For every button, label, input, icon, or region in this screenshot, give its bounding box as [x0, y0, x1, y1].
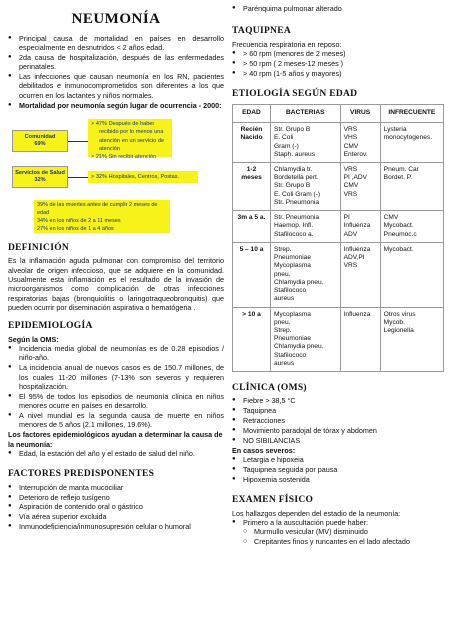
cell-line: CMV: [343, 142, 359, 150]
cell-line: pneu.: [273, 270, 291, 278]
cell-line: Strep.: [273, 245, 292, 253]
column-header: EDAD: [233, 105, 271, 123]
table-body: [233, 123, 444, 372]
cell-line: CMV: [343, 182, 359, 190]
cell-age: Recién Nacido: [233, 123, 271, 163]
cell-line: VRS: [343, 190, 358, 198]
cell-age: 1-2 meses: [233, 162, 271, 210]
table-header-row: [233, 105, 444, 123]
intro-item: ● Principal causa de mortalidad en países en desarrollo especialmente en desnutridos < 2 años edad.: [8, 34, 224, 53]
cell-line: Str. Pneumonia: [273, 198, 320, 206]
cell-line: Influenza: [343, 245, 371, 253]
cell-line: Mycob.: [383, 318, 405, 326]
taquipnea-heading: TAQUIPNEA: [232, 26, 291, 37]
oms-item: ● A nivel mundial es la segunda causa de muerte en niños menores de 5 años (2.1 millones, 19.6%).: [8, 411, 224, 430]
figure-connector: [68, 141, 88, 142]
cell-virus: [340, 211, 380, 243]
cell-line: E. Coli: [273, 134, 294, 142]
right-column: [232, 4, 446, 547]
cell-line: Stafilococo: [273, 351, 307, 359]
cell-line: Pneumoniae: [273, 254, 311, 262]
examen-item-text: Primero a la auscultación puede haber:: [243, 517, 369, 527]
cell-line: Strep.: [273, 326, 292, 334]
intro-item: ● Las infecciones que causan neumonía en los RN, pacientes debilitados e inmunocomprometidos son diferentes a los que ocurren en los lactantes y niños normales.: [8, 72, 224, 100]
cell-infrecuente: [380, 242, 443, 307]
cell-line: VRS: [343, 165, 358, 173]
cell-bacterias: [270, 162, 340, 210]
cell-line: Influenza: [343, 222, 371, 230]
cell-line: Chlamydia pneu.: [273, 278, 324, 286]
etiologia-table: [232, 104, 444, 372]
figure-note-servicios: > 32% Hospitales, Centros, Postas.: [88, 171, 198, 183]
cell-line: Stafilococo a.: [273, 230, 314, 238]
cell-age: 5 – 10 a: [233, 242, 271, 307]
oms-list: [8, 344, 224, 430]
figure-note-line: atención en un servicio de atención: [99, 137, 164, 153]
cell-age: > 10 a: [233, 307, 271, 372]
figure-footnote-line: 34% en los niños de 2 a 11 meses: [37, 217, 121, 224]
cell-line: VRS: [343, 126, 358, 134]
column-header: BACTERIAS: [270, 105, 340, 123]
continued-list: [232, 4, 446, 13]
oms-item: ● El 95% de todos los episodios de neumonía clínica en niños menores ocurre en países en desarrollo.: [8, 392, 224, 411]
predisponentes-item: ● Interrupción de manta mucociliar: [8, 483, 224, 492]
cell-line: Haemop. Infl.: [273, 222, 314, 230]
cell-line: Pneumoc.c: [383, 230, 417, 238]
cell-line: aureus: [273, 295, 295, 303]
predisponentes-item: ● Deterioro de reflejo tusígeno: [8, 493, 224, 502]
figure-note-comunidad: [88, 119, 172, 161]
severos-item: ● Hipoxemia sostenida: [232, 475, 446, 484]
table-row: [233, 211, 444, 243]
figure-box-comunidad: [12, 130, 68, 152]
taquipnea-item: ● > 60 rpm (menores de 2 meses): [232, 49, 446, 58]
taquipnea-subtitle: Frecuencia respiratoria en reposo:: [232, 39, 342, 49]
figure-box-servicios: [12, 166, 68, 188]
left-column: [8, 10, 224, 532]
definicion-heading: DEFINICIÓN: [8, 242, 70, 253]
severos-item: ● Taquipnea seguida por pausa: [232, 465, 446, 474]
cell-line: Legionella: [383, 326, 414, 334]
intro-list: [8, 34, 224, 110]
intro-item-mortality: ● Mortalidad por neumonía según lugar de ocurrencia - 2000:: [8, 101, 224, 110]
figure-footnote: [34, 200, 170, 233]
cell-virus: [340, 162, 380, 210]
examen-sub-item: ○ Crepitantes finos y runcantes en el lado afectado: [243, 537, 446, 546]
definicion-text: Es la inflamación aguda pulmonar con compromiso del territorio alveolar de origen infeccioso, que se adquiere en la comunidad. Usualmente esta inflamación es el resultado de la invasión de microorganismos como complicación de otras infecciones respiratorias bajas (bronquiolitis o laringotraqueobronquitis) que pueden ocurrir por diseminación aspirativa o hematógena .: [8, 256, 224, 313]
examen-item: [232, 518, 446, 546]
clinica-item: ● NO SIBILANCIAS: [232, 436, 446, 445]
examen-intro: Los hallazgos dependen del estadio de la neumonía:: [232, 508, 401, 518]
severos-label: En casos severos:: [232, 445, 296, 455]
clinica-item: ● Taquipnea: [232, 406, 446, 415]
clinica-item: ● Retracciones: [232, 416, 446, 425]
cell-line: Otros virus: [383, 310, 416, 318]
intro-item: ● 2da causa de hospitalización, después de las enfermedades perinatales.: [8, 53, 224, 72]
cell-line: ADV,PI: [343, 254, 365, 262]
cell-bacterias: [270, 242, 340, 307]
cell-bacterias: [270, 307, 340, 372]
taquipnea-item: ● > 40 rpm (1-5 años y mayores): [232, 69, 446, 78]
predisponentes-item: ● Inmunodeficiencia/inmunosupresión celular o humoral: [8, 522, 224, 531]
cell-line: Chlamydia tr.: [273, 165, 313, 173]
cell-virus: [340, 242, 380, 307]
cell-infrecuente: [380, 307, 443, 372]
column-header: INFRECUENTE: [380, 105, 443, 123]
cell-line: ADV: [343, 230, 358, 238]
mortality-figure: [8, 116, 224, 234]
cell-line: E. Coli Gram (-): [273, 190, 321, 198]
cell-bacterias: [270, 123, 340, 163]
figure-box-label: Comunidad: [24, 133, 56, 140]
cell-line: Bordet. P.: [383, 174, 413, 182]
table-row: [233, 123, 444, 163]
table-row: [233, 242, 444, 307]
figure-footnote-line: 27% en los niños de 1 a 4 años: [37, 225, 114, 232]
cell-line: pneu.: [273, 318, 291, 326]
cell-virus: [340, 123, 380, 163]
cell-line: VHS: [343, 134, 358, 142]
cell-line: Str. Grupo B: [273, 126, 311, 134]
clinica-list: [232, 396, 446, 445]
cell-line: PI: [343, 214, 350, 222]
factores-list: [8, 449, 224, 458]
cell-line: Chlamydia pneu.: [273, 343, 324, 351]
taquipnea-item: ● > 50 rpm ( 2 meses-12 meses ): [232, 59, 446, 68]
cell-virus: [340, 307, 380, 372]
cell-line: VRS: [343, 262, 358, 270]
cell-line: Mycobact.: [383, 222, 414, 230]
table-row: [233, 162, 444, 210]
cell-line: Str. Pneumonia: [273, 214, 320, 222]
clinica-item: ● Movimiento paradojal de tórax y abdomen: [232, 426, 446, 435]
predisponentes-heading: FACTORES PREDISPONENTES: [8, 469, 155, 480]
examen-sub-item: ○ Murmullo vesicular (MV) disminuido: [243, 527, 446, 536]
cell-line: CMV: [383, 214, 399, 222]
taquipnea-list: [232, 49, 446, 78]
cell-line: Gram (-): [273, 142, 299, 150]
factores-label: Los factores epidemiológicos ayudan a determinar la causa de la neumonía:: [8, 430, 223, 449]
page-title: NEUMONÍA: [71, 11, 161, 27]
clinica-item: ● Fiebre > 38,5 °C: [232, 396, 446, 405]
cell-line: Bordetella pert.: [273, 174, 319, 182]
cell-line: Enterov.: [343, 150, 368, 158]
epidemiologia-heading: EPIDEMIOLOGÍA: [8, 321, 93, 332]
figure-note-line: recibido por lo menos una: [99, 129, 164, 136]
severos-list: [232, 455, 446, 484]
figure-box-value: 69%: [34, 140, 46, 147]
cell-infrecuente: [380, 162, 443, 210]
cell-line: Str. Grupo B: [273, 182, 311, 190]
etiologia-heading: ETIOLOGÍA SEGÚN EDAD: [232, 89, 358, 100]
cell-bacterias: [270, 211, 340, 243]
column-header: VIRUS: [340, 105, 380, 123]
oms-item: ● Incidencia media global de neumonías es de 0.28 episodios / niño-año.: [8, 344, 224, 363]
clinica-heading: CLÍNICA (OMS): [232, 383, 307, 394]
cell-infrecuente: [380, 211, 443, 243]
cell-line: Stafilococo: [273, 287, 307, 295]
examen-sub-list: [243, 527, 446, 546]
table-row: [233, 307, 444, 372]
figure-box-label: Servicios de Salud: [15, 169, 65, 176]
cell-line: aureus: [273, 359, 295, 367]
examen-list: [232, 518, 446, 546]
figure-note-line: > 47% Después de haber: [91, 120, 155, 127]
cell-line: Pneumoniae: [273, 335, 311, 343]
figure-note-line: > 21% Sin recibir atención: [91, 154, 157, 161]
cell-line: PI ,ADV: [343, 174, 368, 182]
examen-heading: EXAMEN FÍSICO: [232, 495, 314, 506]
predisponentes-item: ● Vía aérea superior excluida: [8, 512, 224, 521]
cell-line: Mycoplasma: [273, 262, 311, 270]
oms-item: ● La incidencia anual de nuevos casos es de 150.7 millones, de los cuales 11-20 millones (7-13% son severos y requieren hospitalización.: [8, 363, 224, 391]
cell-age: 3m a 5 a.: [233, 211, 271, 243]
cell-infrecuente: [380, 123, 443, 163]
severos-item: ● Letargia e hipoxeia: [232, 455, 446, 464]
continued-item: ● Parénquima pulmonar alterado: [232, 4, 446, 13]
cell-line: Influenza: [343, 310, 371, 318]
cell-line: Lysteria monocytogenes.: [383, 126, 433, 142]
cell-line: Staph. aureus: [273, 150, 316, 158]
cell-line: Pneum. Car: [383, 165, 419, 173]
oms-label: Según la OMS:: [8, 334, 59, 344]
factores-item: ● Edad, la estación del año y el estado de salud del niño.: [8, 449, 224, 458]
figure-box-value: 32%: [34, 176, 46, 183]
predisponentes-list: [8, 483, 224, 532]
figure-footnote-line: 39% de las muertes antes de cumplir 2 meses de edad: [37, 201, 158, 216]
cell-line: Mycobact.: [383, 245, 414, 253]
cell-line: Mycoplasma: [273, 310, 311, 318]
predisponentes-item: ● Aspiración de contenido oral o gástrico: [8, 502, 224, 511]
figure-connector: [68, 177, 88, 178]
